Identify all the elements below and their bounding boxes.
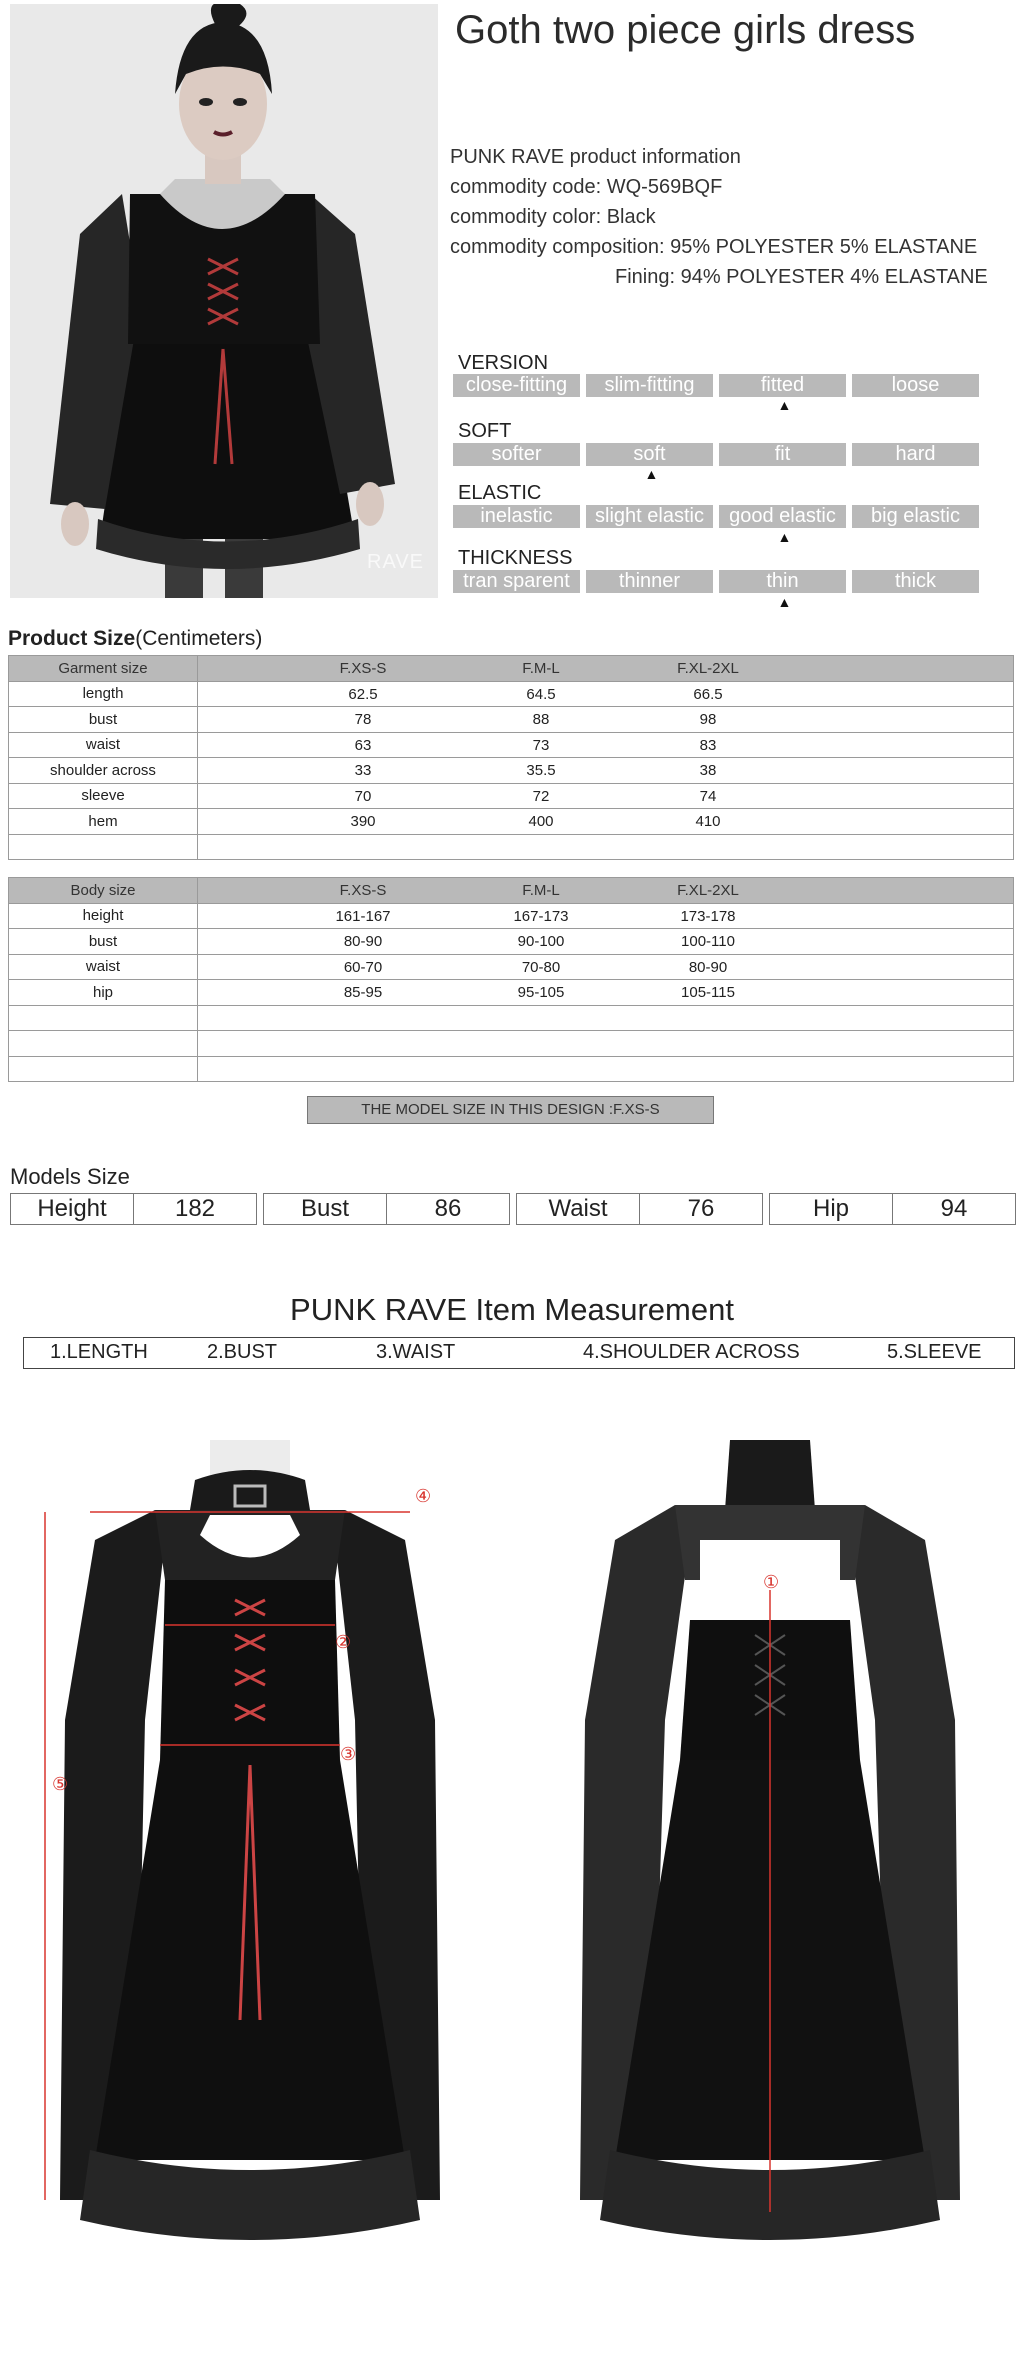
commodity-code: commodity code: WQ-569BQF bbox=[450, 176, 723, 198]
body-row bbox=[9, 954, 1014, 980]
body-value: 95-105 bbox=[517, 984, 565, 1001]
body-values bbox=[198, 954, 1014, 980]
elastic-option: slight elastic bbox=[586, 505, 713, 528]
garment-row-label: Garment size bbox=[9, 656, 198, 682]
fining-value: 94% POLYESTER 4% ELASTANE bbox=[680, 266, 988, 288]
garment-row bbox=[9, 834, 1014, 860]
body-row-label bbox=[9, 1056, 198, 1082]
measurement-title: PUNK RAVE Item Measurement bbox=[290, 1292, 734, 1327]
body-value: 105-115 bbox=[681, 984, 735, 1001]
garment-value: 70 bbox=[354, 787, 372, 805]
version-label: VERSION bbox=[458, 352, 549, 374]
model-height-box bbox=[10, 1193, 257, 1225]
garment-value: 390 bbox=[350, 813, 376, 830]
body-values bbox=[198, 1056, 1014, 1082]
body-row bbox=[9, 1056, 1014, 1082]
garment-value: 63 bbox=[354, 736, 372, 754]
measurement-item: 1.LENGTH bbox=[50, 1341, 148, 1363]
thickness-selected-marker: ▲ bbox=[777, 594, 792, 610]
marker-bust: ② bbox=[335, 1632, 352, 1652]
version-option: slim-fitting bbox=[586, 374, 713, 397]
garment-values bbox=[198, 758, 1014, 784]
body-values bbox=[198, 878, 1014, 904]
model-hip-box bbox=[769, 1193, 1016, 1225]
garment-values bbox=[198, 656, 1014, 682]
body-values bbox=[198, 903, 1014, 929]
body-row bbox=[9, 1005, 1014, 1031]
elastic-option: good elastic bbox=[719, 505, 846, 528]
garment-size-table bbox=[8, 655, 1014, 860]
elastic-label: ELASTIC bbox=[458, 482, 542, 504]
garment-value: 410 bbox=[695, 813, 721, 830]
model-measure-value: 182 bbox=[133, 1194, 256, 1224]
soft-scale bbox=[453, 443, 979, 466]
model-measure-label: Bust bbox=[300, 1195, 350, 1222]
version-option: loose bbox=[852, 374, 979, 397]
garment-value: 400 bbox=[528, 813, 554, 830]
body-row bbox=[9, 980, 1014, 1006]
soft-option: hard bbox=[852, 443, 979, 466]
body-values bbox=[198, 929, 1014, 955]
body-value: F.XL-2XL bbox=[677, 882, 739, 899]
body-row-label bbox=[9, 1031, 198, 1057]
product-photo bbox=[10, 4, 438, 598]
garment-value: 33 bbox=[354, 762, 372, 779]
dress-back-diagram bbox=[555, 1420, 1005, 2325]
version-scale bbox=[453, 374, 979, 397]
measurement-legend bbox=[23, 1337, 1015, 1369]
model-waist-box bbox=[516, 1193, 763, 1225]
body-row-label: height bbox=[9, 903, 198, 929]
soft-option: soft bbox=[586, 443, 713, 466]
body-row-label: Body size bbox=[9, 878, 198, 904]
model-size-note: THE MODEL SIZE IN THIS DESIGN :F.XS-S bbox=[307, 1096, 714, 1124]
thickness-option: thinner bbox=[586, 570, 713, 593]
model-measure-label: Waist bbox=[548, 1195, 608, 1222]
garment-row bbox=[9, 681, 1014, 707]
body-value: F.M-L bbox=[522, 882, 560, 899]
body-value: 167-173 bbox=[513, 907, 569, 925]
model-measure-label: Height bbox=[37, 1195, 107, 1222]
soft-option: fit bbox=[719, 443, 846, 466]
garment-row-label: waist bbox=[9, 732, 198, 758]
garment-value: F.XL-2XL bbox=[677, 660, 739, 677]
garment-values bbox=[198, 809, 1014, 835]
product-info bbox=[450, 142, 988, 292]
body-row bbox=[9, 929, 1014, 955]
garment-values bbox=[198, 681, 1014, 707]
body-value: 70-80 bbox=[521, 958, 561, 976]
garment-row bbox=[9, 707, 1014, 733]
garment-values bbox=[198, 783, 1014, 809]
body-value: 80-90 bbox=[343, 933, 383, 950]
marker-length: ① bbox=[763, 1572, 780, 1592]
thickness-option: thin bbox=[719, 570, 846, 593]
garment-value: 62.5 bbox=[348, 685, 378, 703]
garment-row bbox=[9, 809, 1014, 835]
garment-row-label: length bbox=[9, 681, 198, 707]
body-row-label: hip bbox=[9, 980, 198, 1006]
garment-value: 83 bbox=[699, 736, 717, 754]
garment-header-row bbox=[9, 656, 1014, 682]
garment-value: F.M-L bbox=[522, 660, 560, 677]
thickness-option: tran sparent bbox=[453, 570, 580, 593]
marker-shoulder: ④ bbox=[415, 1486, 432, 1506]
garment-values bbox=[198, 732, 1014, 758]
body-row bbox=[9, 903, 1014, 929]
model-measure-value: 94 bbox=[892, 1194, 1015, 1224]
body-row bbox=[9, 1031, 1014, 1057]
body-row-label: waist bbox=[9, 954, 198, 980]
garment-value: 64.5 bbox=[526, 685, 556, 703]
elastic-option: inelastic bbox=[453, 505, 580, 528]
body-values bbox=[198, 1005, 1014, 1031]
marker-waist: ③ bbox=[340, 1744, 357, 1764]
body-value: F.XS-S bbox=[339, 882, 387, 899]
body-header-row bbox=[9, 878, 1014, 904]
fining-label: Fining: bbox=[615, 266, 676, 288]
garment-values bbox=[198, 707, 1014, 733]
body-value: 60-70 bbox=[343, 958, 383, 976]
elastic-option: big elastic bbox=[852, 505, 979, 528]
marker-sleeve: ⑤ bbox=[52, 1774, 69, 1794]
model-bust-box bbox=[263, 1193, 510, 1225]
garment-row bbox=[9, 732, 1014, 758]
commodity-color: commodity color: Black bbox=[450, 206, 656, 228]
commodity-composition bbox=[450, 232, 988, 262]
measurement-item: 5.SLEEVE bbox=[887, 1341, 982, 1363]
body-value: 173-178 bbox=[680, 907, 736, 925]
body-row-label: bust bbox=[9, 929, 198, 955]
body-size-table bbox=[8, 877, 1014, 1082]
product-size-title: Product Size(Centimeters) bbox=[8, 627, 263, 650]
body-value: 90-100 bbox=[517, 933, 565, 950]
photo-watermark: RAVE bbox=[367, 551, 424, 573]
model-measure-label: Hip bbox=[812, 1195, 849, 1222]
measurement-item: 4.SHOULDER ACROSS bbox=[583, 1341, 800, 1363]
garment-value: 72 bbox=[532, 787, 550, 805]
garment-value: 74 bbox=[699, 787, 717, 805]
garment-row-label: bust bbox=[9, 707, 198, 733]
garment-value: 66.5 bbox=[693, 685, 723, 703]
models-size-title: Models Size bbox=[10, 1164, 130, 1189]
garment-value: 73 bbox=[532, 736, 550, 754]
thickness-label: THICKNESS bbox=[458, 547, 573, 569]
soft-selected-marker: ▲ bbox=[644, 466, 659, 482]
garment-value: 78 bbox=[354, 711, 372, 728]
composition-label: commodity composition: bbox=[450, 236, 665, 258]
models-size-row bbox=[10, 1193, 1016, 1225]
body-value: 85-95 bbox=[343, 984, 383, 1001]
soft-label: SOFT bbox=[458, 420, 512, 442]
garment-row-label: shoulder across bbox=[9, 758, 198, 784]
garment-value: 35.5 bbox=[526, 762, 556, 779]
garment-row-label bbox=[9, 834, 198, 860]
measurement-item: 3.WAIST bbox=[376, 1341, 456, 1363]
garment-values bbox=[198, 834, 1014, 860]
measurement-item: 2.BUST bbox=[207, 1341, 278, 1363]
garment-row-label: hem bbox=[9, 809, 198, 835]
version-selected-marker: ▲ bbox=[777, 397, 792, 413]
body-value: 80-90 bbox=[688, 958, 728, 976]
garment-row bbox=[9, 758, 1014, 784]
body-values bbox=[198, 1031, 1014, 1057]
model-measure-value: 76 bbox=[639, 1194, 762, 1224]
garment-value: 88 bbox=[532, 711, 550, 728]
body-row-label bbox=[9, 1005, 198, 1031]
garment-value: 38 bbox=[699, 762, 717, 779]
product-title: Goth two piece girls dress bbox=[455, 8, 916, 52]
version-option: fitted bbox=[719, 374, 846, 397]
thickness-scale bbox=[453, 570, 979, 593]
elastic-scale bbox=[453, 505, 979, 528]
body-value: 161-167 bbox=[335, 907, 391, 925]
version-option: close-fitting bbox=[453, 374, 580, 397]
fining bbox=[450, 262, 988, 292]
garment-row bbox=[9, 783, 1014, 809]
garment-value: 98 bbox=[699, 711, 717, 728]
garment-row-label: sleeve bbox=[9, 783, 198, 809]
body-value: 100-110 bbox=[681, 933, 735, 950]
thickness-option: thick bbox=[852, 570, 979, 593]
composition-value: 95% POLYESTER 5% ELASTANE bbox=[670, 236, 978, 258]
info-heading: PUNK RAVE product information bbox=[450, 146, 741, 168]
elastic-selected-marker: ▲ bbox=[777, 529, 792, 545]
garment-value: F.XS-S bbox=[339, 660, 387, 677]
dress-front-diagram bbox=[35, 1420, 485, 2325]
body-values bbox=[198, 980, 1014, 1006]
model-measure-value: 86 bbox=[386, 1194, 509, 1224]
soft-option: softer bbox=[453, 443, 580, 466]
